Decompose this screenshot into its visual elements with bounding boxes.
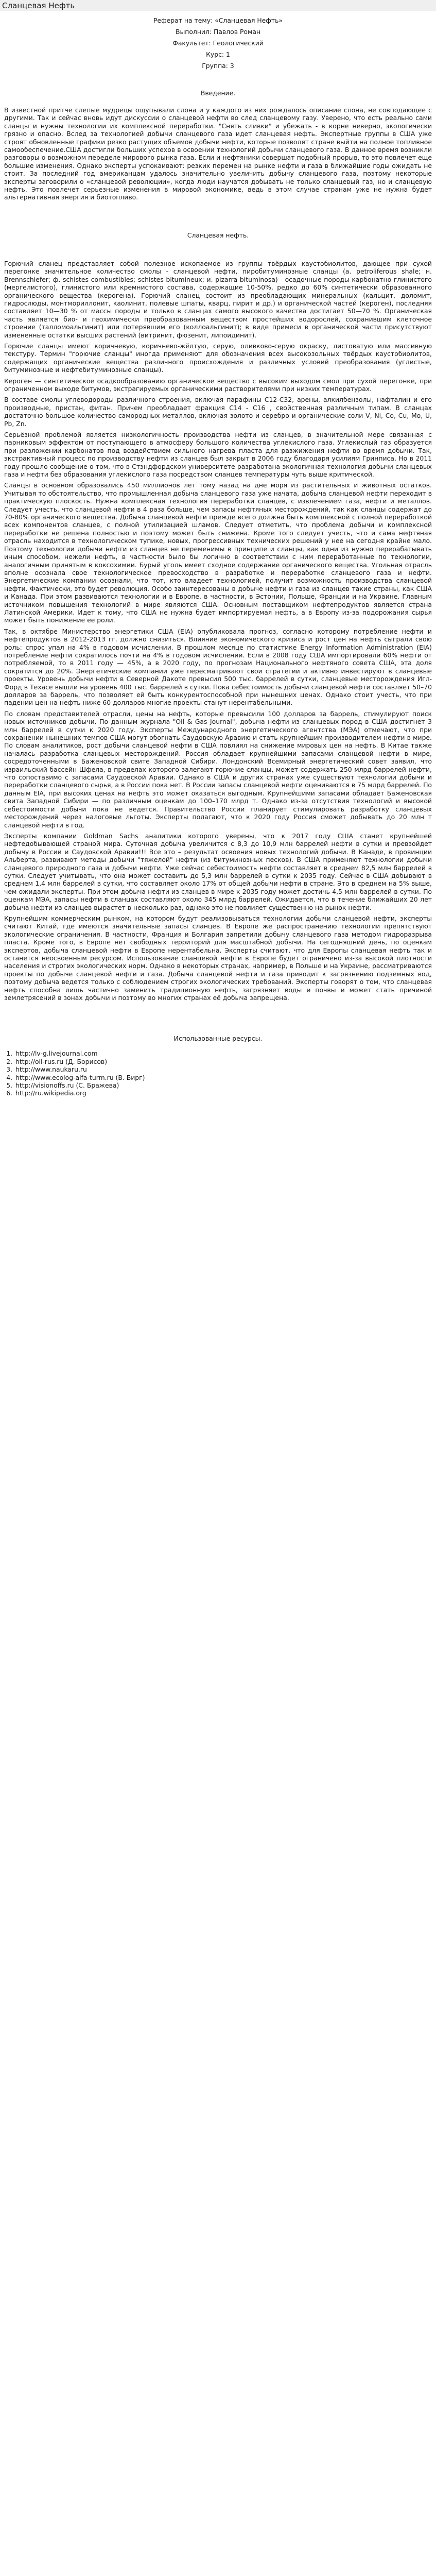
report-faculty: Факультет: Геологический bbox=[172, 39, 264, 47]
report-author: Выполнил: Павлов Роман bbox=[175, 28, 261, 36]
body-paragraph: Сланцы в основном образовались 450 миллионов лет тому назад на дне моря из растительных и животных остатков. Учитывая то обстоятельство, что промышленная добыча сланцевого газа уже начата, добыча сланцевой нефти переходит в практическую плоскость. Нужна комплексная технология переработки сланцев, с извлечением газа, нефти и металлов. Следует учесть, что сланцевой нефти в 4 раза больше, чем запасы нефтяных месторождений, так как сланцы содержат до 70-80% органического вещества. Добыча сланцевой нефти прежде всего должна быть комплексной с полной переработкой всех компонентов сланцев, с полной утилизацией шламов. Следует отметить, что проблема добычи и комплексной переработки не решена полностью и поэтому может быть снижена. Кроме того следует учесть, что и сама нефтяная отрасль находится в технологическом тупике, новых, прогрессивных технических решений у нее на сегодня крайне мало. Поэтому технологии добычи нефти из сланцев не переменимы в принципе и сланцы, как одни из нужно перерабатывать иным способом, нежели нефть, в частности было бы логично в соответствии с ним переработанные по технологии, аналогичным принятым в коксохимии. Бурый уголь имеет сходное содержание органического вещества. Угольная отрасль вполне осознала свое технологическое превосходство в разработке и переработке сланцевого газа и нефти. Энергетические компании осознали, что тот, кто владеет технологией, получит возможность производства сланцевой нефти. Фактически, это будет революция. Особо заинтересованы в добыче нефти и газа из сланцев такие страны, как США и Канада. При этом развиваются технологии и в Европе, в частности, в Эстонии, Польше, Франции и на Украине. Главным источником повышения технологий в мире являются США. Основным поставщиком нефтепродуктов является страна Латинской Америки. Идет к тому, что США не нужна будет импортируемая нефть, а в Европу из-за подорожания сырья может быть понижение ее роли. bbox=[4, 481, 432, 624]
sources-heading: Использованные ресурсы. bbox=[173, 1035, 263, 1043]
body-paragraph: Кероген — синтетическое осадкообразованию органическое вещество с высоким выходом смол при сухой перегонке, при ограниченном выходе битумов, экстрагируемых органическими растворителями при низких температурах. bbox=[4, 377, 432, 393]
body-paragraph: Так, в октябре Министерство энергетики США (EIA) опубликовала прогноз, согласно которому потребление нефти и нефтепродуктов в 2012-2013 гг. должно снизиться. Влияние экономического кризиса и рост цен на нефть сыграли свою роль: спрос упал на 4% в годовом исчислении. В прошлом месяце по статистике Energy Information Administration (EIA) потребление нефти сократилось почти на 4% в годовом исчислении. Если в 2008 году США импортировали 60% нефти от потребляемой, то в 2011 году — 45%, а в 2020 году, по прогнозам Национального нефтяного совета США, эта доля сократится до 20%. Энергетические компании уже пересматривают свои стратегии и активно инвестируют в сланцевые проекты. Уровень добычи нефти в Северной Дакоте превысил 500 тыс. баррелей в сутки, сланцевые месторождения Игл-Форд в Техасе вышли на уровень 400 тыс. баррелей в сутки. Пока себестоимость добычи сланцевой нефти составляет 50–70 долларов за баррель, что позволяет ей быть конкурентоспособной при нынешних ценах. Однако стоит учесть, что при падении цен на нефть ниже 60 долларов многие проекты станут нерентабельными. bbox=[4, 627, 432, 707]
intro-paragraph: В известной притче слепые мудрецы ощупывали слона и у каждого из них рождалось описание слона, не совподающее с другими. Так и сейчас вновь идут дискуссии о сланцевой нефти во след сланцевому газу. Уверено, что есть реально сами сланцы и нужны технологии их комплексной переработки. "Снять сливки" и убежать - в корне неверно, экологически грязно и опасно. Вслед за технологией добычи сланцевого газа идет сланцевая нефть. Экспертные группы в США уже строят обновленные графики резко растущих объемов добычи нефти, которые позволят стране выйти на полное топливное самообеспечение.США достигли больших успехов в освоении технологий добычи сланцевого газа. В данное время возникли разговоры о возможном переделе мирового рынка газа. Если и нефтяники совершат подобный прорыв, то это повлечет еще большие изменения. Однако эксперты успокаивают: резких перемен на рынке нефти и газа в ближайшие годы ожидать не стоит. За последний год американцам удалось значительно увеличить добычу сланцевого газа, поэтому некоторые эксперты заговорили о «сланцевой революции», когда люди научатся добывать не только сланцевый газ, но и сланцевую нефть. Это повлечет серьезные изменения в мировой экономике, ведь в этом случае странам уже не нужна будет альтернативная энергия и биотопливо. bbox=[4, 106, 432, 201]
body-paragraph: Крупнейшим коммерческим рынком, на котором будут реализовываться технологии добычи сланцевой нефти, эксперты считают Китай, где имеются значительные запасы сланцев. В Европе же распространению технологии препятствуют экологические ограничения. В частности, Франция и Болгария запретили добычу сланцевого газа методом гидроразрыва пласта. Кроме того, в Европе нет свободных территорий для масштабной добычи. На сегодняшний день, по оценкам экспертов, добыча сланцевой нефти в Европе нерентабельна. Эксперты считают, что для Европы сланцевая нефть так и останется неосвоенным ресурсом. Использование сланцевой нефти в Европе будет ограничено из-за высокой плотности населения и строгих экологических норм. Однако в некоторых странах, например, в Польше и на Украине, рассматриваются проекты по добыче сланцевой нефти и газа. Добыча сланцевой нефти и газа приводит к загрязнению подземных вод, поэтому добыча ведется только с соблюдением строгих экологических требований. Эксперты говорят о том, что сланцевая нефть способна лишь частично заменить традиционную нефть, загрязняет воды и почвы и может стать причиной землетрясений в зонах добычи и поэтому во многих странах её добыча запрещена. bbox=[4, 914, 432, 1002]
source-link[interactable]: 1. http://lv-g.livejournal.com bbox=[14, 1049, 436, 1057]
report-course: Курс: 1 bbox=[206, 50, 230, 58]
main-heading: Сланцевая нефть. bbox=[187, 231, 249, 239]
intro-heading: Введение. bbox=[200, 89, 236, 97]
report-header bbox=[0, 15, 436, 72]
body-paragraph: По словам представителей отрасли, цены на нефть, которые превысили 100 долларов за баррель, стимулируют поиск новых источников добычи. По данным журнала "Oil & Gas Journal", добыча нефти из сланцевых пород в США достигнет 3 млн баррелей в сутки к 2020 году. Эксперты Международного энергетического агентства (МЭА) отмечают, что при сохранении нынешних темпов США могут обогнать Саудовскую Аравию и стать крупнейшим производителем нефти в мире. По словам аналитиков, рост добычи сланцевой нефти в США повлиял на снижение мировых цен на нефть. В Китае также началась разработка сланцевых месторождений. Россия обладает крупнейшими запасами сланцевой нефти в мире, сосредоточенными в Баженовской свите Западной Сибири. Лондонский Всемирный энергетический совет заявил, что израильский бассейн Шфела, в пределах которого залегают горючие сланцы, может содержать 250 млрд баррелей нефти, что сопоставимо с запасами Саудовской Аравии. Однако в США и других странах уже существуют технологии добычи и переработки сланцевого сырья, а в России пока нет. В России запасы сланцевой нефти оцениваются в 75 млрд баррелей. По данным EIA, при высоких ценах на нефть это может оказаться выгодным. Крупнейшими запасами обладает Баженовская свита Западной Сибири — по различным оценкам до 100–170 млрд т. Однако из-за отсутствия технологий и высокой себестоимости добычи пока не ведется. Правительство России планирует стимулировать разработку сланцевых месторождений через налоговые льготы. Эксперты полагают, что к 2020 году Россия сможет добывать до 20 млн т сланцевой нефти в год. bbox=[4, 709, 432, 829]
body-paragraph: Горючие сланцы имеют коричневую, коричнево-жёлтую, серую, оливково-серую окраску, листоватую или массивную текстуру. Термин "горючие сланцы" иногда применяют для обозначения всех высокозольных твёрдых каустобиолитов, содержащих органические вещества различного происхождения и различных условий преобразования (углистые, битуминозные и нефтебитуминозные сланцы). bbox=[4, 342, 432, 374]
source-link[interactable]: 6. http://ru.wikipedia.org bbox=[14, 1089, 436, 1097]
body-paragraph: Горючий сланец представляет собой полезное ископаемое из группы твёрдых каустобиолитов, дающее при сухой перегонке значительное количество смолы - сланцевой нефти, пиробитуминозные сланцы (a. petroliferous shale; н. Brennschiefer; ф. schistes combustibles; schistes bitumineux; и. pizarra bituminosa) - осадочные породы карбонатно-глинистого (мергелистого), глинистого или кремнистого состава, содержащие 10-50%, редко до 60% синтетически образованного органического вещества (керогена). Горючий сланец состоит из преобладающих минеральных (кальцит, доломит, гидрослюды, монтмориллонит, каолинит, полевые шпаты, кварц, пирит и др.) и органической частей (кероген), последняя составляет 10—30 % от массы породы и только в сланцах самого высокого качества достигает 50—70 %. Органическая часть является био- и геохимически преобразованным веществом простейших водорослей, сохранившим клеточное строение (талломоальгинит) или потерявшим его (коллоальгинит); в виде примеси в органической части присутствуют измененные остатки высших растений (витринит, фюзенит, липоидинит). bbox=[4, 259, 432, 339]
source-link[interactable]: 4. http://www.ecolog-alfa-turm.ru (В. Бирг) bbox=[14, 1074, 436, 1081]
source-link[interactable]: 5. http://visionoffs.ru (С. Бражева) bbox=[14, 1081, 436, 1089]
body-paragraph: В составе смолы углеводороды различного строения, включая парафины С12-С32, арены, алкилбензолы, нафталин и его производные, пристан, фитан. Причем преобладает фракция С14 - С16 , свойственная различным типам. В сланцах достаточно большое количество самородных металлов, включая золото и серебро и органические соли V, Ni, Co, Cu, Mo, U, Pb, Zn. bbox=[4, 396, 432, 428]
source-link[interactable]: 3. http://www.naukaru.ru bbox=[14, 1065, 436, 1073]
sources-list bbox=[0, 1049, 436, 1097]
report-group: Группа: 3 bbox=[202, 62, 234, 70]
page-title: Сланцевая Нефть bbox=[0, 0, 436, 11]
report-topic: Реферат на тему: «Сланцевая Нефть» bbox=[153, 16, 283, 24]
body-paragraph: Серьёзной проблемой является низкологичность производства нефти из сланцев, в значительной мере связанная с парниковым эффектом от поступающего в атмосферу большого количества углекислого газа. Углекислый газ образуется при разложении карбонатов под воздействием сильного нагрева пласта для разжижения нефти во время добычи. Так, экстрактивный процесс по производству нефти из сланцев был закрыт в 2006 году благодаря усилиям Гринписа. Но в 2011 году прошло сообщение о том, что в Стэндфордском университете разработана экологичная технология добычи сланцевых газа и нефти без образования углекислого газа посредством сланцев температуры чуть выше критической. bbox=[4, 431, 432, 479]
main-body bbox=[0, 260, 436, 1002]
body-paragraph: Эксперты компании Goldman Sachs аналитики которого уверены, что к 2017 году США станет крупнейшей нефтедобывающей страной мира. Суточная добыча увеличится с 8,3 до 10,9 млн баррелей нефти в сутки и превзойдет добычу в России и Саудовской Аравии!!! Все это – результат освоения новых технологий добычи. В Канаде, в провинции Альберта, развивают методы добычи "тяжелой" нефти (из битуминозных песков). В США применяют технологии добычи сланцевого природного газа и добычи нефти. Уже сейчас себестоимость нефти составляет в среднем 82,5 млн баррелей в сутки. Следует учитывать, что она может составить до 5,3 млн баррелей в сутки к 2035 году. Сейчас в США добывают в среднем 1,4 млн баррелей в сутки, что составляет около 17% от общей добычи нефти в стране. Это в среднем на 5% выше, чем ожидали эксперты. При этом добыча нефти из сланцев в мире к 2035 году может достичь 4,5 млн баррелей в сутки. По оценкам МЭА, запасы нефти в сланцах составляют около 345 млрд баррелей. Ожидается, что в течение ближайших 20 лет добыча нефти из сланцев вырастет в несколько раз, однако это не повлияет существенно на рынок нефти. bbox=[4, 832, 432, 911]
source-link[interactable]: 2. http://oil-rus.ru (Д. Борисов) bbox=[14, 1058, 436, 1065]
